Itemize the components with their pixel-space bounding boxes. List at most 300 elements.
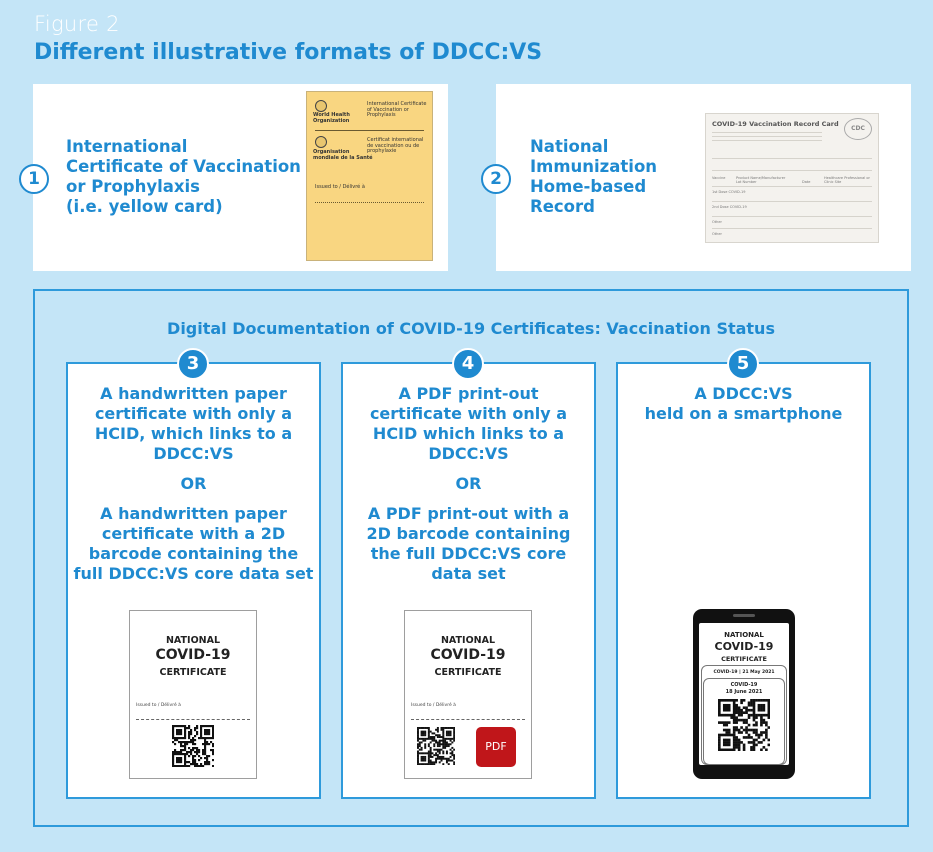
qr-module <box>725 749 728 751</box>
qr-module <box>720 721 723 724</box>
qr-module <box>733 741 736 744</box>
qr-module <box>718 741 721 744</box>
qr-module <box>755 724 758 727</box>
qr-module <box>728 734 731 737</box>
qr-module <box>450 732 452 734</box>
qr-module <box>176 759 178 761</box>
qr-module <box>723 749 726 751</box>
qr-module <box>196 753 198 755</box>
qr-module <box>194 751 196 753</box>
qr-module <box>745 706 748 709</box>
qr-module <box>743 744 746 747</box>
qr-module <box>210 725 212 727</box>
qr-module <box>439 743 441 745</box>
qr-module <box>750 736 753 739</box>
phone-speaker <box>733 614 755 617</box>
phone-entry-2-date: 18 June 2021 <box>725 689 763 695</box>
qr-module <box>453 734 455 736</box>
qr-module <box>437 731 439 733</box>
qr-module <box>194 727 196 729</box>
doc-line-3: CERTIFICATE <box>434 667 502 678</box>
qr-module <box>192 763 194 765</box>
qr-module <box>172 725 174 727</box>
qr-module <box>755 729 758 732</box>
qr-module <box>738 709 741 712</box>
qr-module <box>451 751 453 753</box>
qr-module <box>725 709 728 712</box>
qr-module <box>206 741 208 743</box>
who-emblem-icon <box>315 136 327 148</box>
qr-module <box>188 727 190 729</box>
qr-module <box>210 741 212 743</box>
qr-module <box>442 743 444 745</box>
qr-module <box>430 749 432 751</box>
qr-module <box>417 727 419 729</box>
qr-module <box>428 731 430 733</box>
qr-module <box>178 757 180 759</box>
qr-module <box>204 737 206 739</box>
qr-module <box>718 711 721 714</box>
qr-module <box>433 754 435 756</box>
qr-code-icon <box>718 699 770 751</box>
qr-module <box>178 733 180 735</box>
qr-module <box>453 763 455 765</box>
qr-module <box>750 729 753 732</box>
record-col-site: Healthcare Professional or Clinic Site <box>824 176 870 184</box>
qr-module <box>768 711 770 714</box>
qr-module <box>720 749 723 751</box>
qr-module <box>735 741 738 744</box>
qr-module <box>718 704 721 707</box>
qr-module <box>210 737 212 739</box>
qr-module <box>431 763 433 765</box>
qr-module <box>200 735 202 737</box>
qr-module <box>437 754 439 756</box>
qr-module <box>184 749 186 751</box>
qr-module <box>208 731 210 733</box>
qr-module <box>212 733 214 735</box>
qr-module <box>760 714 763 717</box>
qr-module <box>192 747 194 749</box>
qr-module <box>733 721 736 724</box>
qr-module <box>178 741 180 743</box>
qr-module <box>768 744 770 747</box>
qr-module <box>424 763 426 765</box>
qr-module <box>760 731 763 734</box>
qr-module <box>202 743 204 745</box>
qr-module <box>763 706 766 709</box>
qr-module <box>450 760 452 762</box>
qr-module <box>204 751 206 753</box>
qr-module <box>428 738 430 740</box>
qr-module <box>735 699 738 702</box>
qr-module <box>428 752 430 754</box>
qr-module <box>428 751 430 753</box>
qr-module <box>753 699 756 702</box>
qr-module <box>182 737 184 739</box>
qr-module <box>763 739 766 742</box>
qr-module <box>733 734 736 737</box>
handwritten-certificate-image <box>129 610 257 779</box>
record-col-vaccine: Vaccine <box>712 176 726 180</box>
column-3-line: A handwritten paper <box>100 384 287 403</box>
card-2-line: Home-based <box>530 177 647 196</box>
qr-module <box>735 711 738 714</box>
qr-module <box>718 701 721 704</box>
qr-module <box>442 741 444 743</box>
qr-module <box>424 731 426 733</box>
qr-module <box>735 704 738 707</box>
qr-module <box>453 740 455 742</box>
qr-module <box>435 754 437 756</box>
qr-module <box>196 765 198 767</box>
column-4-line: 2D barcode containing <box>366 524 571 543</box>
qr-module <box>437 749 439 751</box>
qr-module <box>421 760 423 762</box>
qr-module <box>172 731 174 733</box>
qr-module <box>437 734 439 736</box>
qr-module <box>451 738 453 740</box>
qr-module <box>745 719 748 722</box>
figure-label: Figure 2 <box>34 12 120 36</box>
qr-module <box>184 729 186 731</box>
qr-module <box>182 741 184 743</box>
qr-module <box>750 749 753 751</box>
phone-screen <box>699 623 789 765</box>
qr-module <box>212 751 214 753</box>
qr-module <box>735 709 738 712</box>
cert-en-line: of Vaccination or <box>367 106 409 113</box>
qr-module <box>439 741 441 743</box>
qr-module <box>194 729 196 731</box>
qr-module <box>442 731 444 733</box>
column-3-line: barcode containing the <box>88 544 299 563</box>
qr-module <box>765 731 768 734</box>
qr-module <box>188 735 190 737</box>
qr-module <box>733 699 736 702</box>
qr-module <box>212 729 214 731</box>
qr-module <box>743 706 746 709</box>
qr-module <box>188 751 190 753</box>
qr-module <box>212 725 214 727</box>
qr-module <box>212 749 214 751</box>
qr-module <box>450 756 452 758</box>
cert-fr-line: Certificat international <box>367 137 424 143</box>
qr-module <box>190 763 192 765</box>
qr-module <box>176 733 178 735</box>
qr-module <box>765 749 768 751</box>
qr-module <box>768 704 770 707</box>
qr-module <box>442 756 444 758</box>
qr-module <box>723 699 726 702</box>
qr-module <box>450 738 452 740</box>
qr-module <box>435 758 437 760</box>
cert-en-line: International Certificate <box>367 101 427 107</box>
qr-module <box>202 749 204 751</box>
phone-line-1: NATIONAL <box>724 631 764 639</box>
qr-module <box>758 706 761 709</box>
qr-module <box>206 755 208 757</box>
card-2-line: National <box>530 137 609 156</box>
qr-module <box>743 736 746 739</box>
qr-module <box>768 701 770 704</box>
qr-module <box>446 727 448 729</box>
qr-code-icon <box>172 725 214 767</box>
qr-module <box>200 727 202 729</box>
qr-module <box>188 731 190 733</box>
card-2-line: Record <box>530 197 595 216</box>
qr-module <box>417 740 419 742</box>
qr-module <box>435 760 437 762</box>
qr-module <box>186 765 188 767</box>
qr-module <box>441 758 443 760</box>
qr-module <box>760 721 763 724</box>
qr-module <box>419 745 421 747</box>
qr-module <box>422 763 424 765</box>
qr-module <box>208 729 210 731</box>
qr-module <box>196 749 198 751</box>
qr-module <box>424 738 426 740</box>
qr-module <box>442 738 444 740</box>
qr-module <box>208 761 210 763</box>
qr-module <box>184 755 186 757</box>
qr-module <box>206 731 208 733</box>
qr-module <box>204 733 206 735</box>
qr-module <box>174 751 176 753</box>
qr-module <box>439 745 441 747</box>
qr-module <box>748 729 751 732</box>
qr-module <box>453 749 455 751</box>
qr-module <box>750 704 753 707</box>
qr-module <box>172 751 174 753</box>
qr-module <box>725 739 728 742</box>
qr-module <box>178 725 180 727</box>
figure-title: Different illustrative formats of DDCC:VS <box>34 40 543 65</box>
qr-module <box>204 747 206 749</box>
qr-module <box>439 756 441 758</box>
qr-module <box>190 729 192 731</box>
qr-module <box>208 755 210 757</box>
qr-module <box>206 761 208 763</box>
qr-module <box>437 736 439 738</box>
qr-module <box>428 758 430 760</box>
record-row-label: 2nd Dose COVID-19 <box>712 205 747 209</box>
qr-module <box>172 763 174 765</box>
qr-module <box>446 751 448 753</box>
card-2-text <box>530 137 657 217</box>
qr-module <box>753 741 756 744</box>
qr-module <box>417 747 419 749</box>
qr-module <box>184 735 186 737</box>
qr-module <box>718 706 721 709</box>
qr-module <box>728 739 731 742</box>
qr-module <box>745 726 748 729</box>
qr-module <box>176 757 178 759</box>
qr-module <box>190 731 192 733</box>
qr-module <box>190 739 192 741</box>
cdc-logo: CDC <box>844 118 872 140</box>
qr-module <box>723 741 726 744</box>
qr-module <box>200 725 202 727</box>
qr-module <box>417 743 419 745</box>
qr-module <box>178 737 180 739</box>
qr-module <box>768 706 770 709</box>
qr-module <box>748 716 751 719</box>
qr-module <box>760 741 763 744</box>
qr-module <box>728 741 731 744</box>
qr-module <box>760 709 763 712</box>
qr-module <box>743 719 746 722</box>
qr-module <box>735 736 738 739</box>
qr-module <box>212 765 214 767</box>
qr-module <box>453 727 455 729</box>
card-1-line: Certificate of Vaccination <box>66 157 301 176</box>
qr-module <box>720 699 723 702</box>
qr-module <box>204 761 206 763</box>
qr-module <box>186 727 188 729</box>
qr-module <box>768 716 770 719</box>
qr-module <box>451 747 453 749</box>
qr-module <box>176 737 178 739</box>
qr-module <box>738 731 741 734</box>
qr-module <box>442 732 444 734</box>
qr-module <box>202 753 204 755</box>
card-1-line: International <box>66 137 188 156</box>
qr-module <box>444 741 446 743</box>
qr-module <box>750 709 753 712</box>
qr-module <box>745 709 748 712</box>
qr-module <box>755 716 758 719</box>
qr-module <box>184 733 186 735</box>
qr-module <box>446 761 448 763</box>
cert-en-line: Prophylaxis <box>367 112 396 118</box>
qr-module <box>723 729 726 732</box>
qr-module <box>172 761 174 763</box>
qr-module <box>738 744 741 747</box>
qr-module <box>184 753 186 755</box>
qr-module <box>453 758 455 760</box>
qr-module <box>426 727 428 729</box>
qr-module <box>428 729 430 731</box>
qr-module <box>174 765 176 767</box>
qr-module <box>178 751 180 753</box>
qr-module <box>196 747 198 749</box>
qr-module <box>453 736 455 738</box>
qr-module <box>424 734 426 736</box>
qr-module <box>753 744 756 747</box>
qr-module <box>439 751 441 753</box>
qr-module <box>448 745 450 747</box>
qr-module <box>442 747 444 749</box>
qr-module <box>204 753 206 755</box>
qr-module <box>419 727 421 729</box>
qr-module <box>451 727 453 729</box>
qr-module <box>184 745 186 747</box>
qr-module <box>204 739 206 741</box>
qr-module <box>728 729 731 732</box>
qr-module <box>733 704 736 707</box>
qr-module <box>755 731 758 734</box>
qr-module <box>758 714 761 717</box>
column-5-text <box>616 384 871 424</box>
qr-module <box>430 760 432 762</box>
qr-module <box>437 745 439 747</box>
qr-module <box>740 701 743 704</box>
qr-module <box>178 729 180 731</box>
qr-module <box>753 711 756 714</box>
qr-module <box>435 741 437 743</box>
qr-module <box>753 719 756 722</box>
qr-module <box>431 732 433 734</box>
qr-module <box>204 731 206 733</box>
qr-module <box>453 756 455 758</box>
qr-module <box>172 755 174 757</box>
qr-module <box>718 721 721 724</box>
qr-module <box>750 741 753 744</box>
qr-module <box>758 741 761 744</box>
qr-module <box>733 711 736 714</box>
qr-module <box>180 725 182 727</box>
qr-module <box>753 731 756 734</box>
qr-module <box>740 719 743 722</box>
column-3-line: certificate with a 2D <box>101 524 286 543</box>
qr-module <box>180 733 182 735</box>
qr-module <box>206 737 208 739</box>
qr-module <box>174 737 176 739</box>
qr-module <box>206 757 208 759</box>
qr-module <box>733 729 736 732</box>
qr-module <box>448 731 450 733</box>
qr-module <box>439 752 441 754</box>
qr-module <box>442 729 444 731</box>
qr-module <box>192 761 194 763</box>
qr-module <box>194 735 196 737</box>
qr-module <box>190 751 192 753</box>
qr-module <box>180 731 182 733</box>
column-5-line: held on a smartphone <box>644 404 843 423</box>
record-card-title: COVID-19 Vaccination Record Card <box>712 120 839 128</box>
qr-module <box>733 706 736 709</box>
qr-module <box>738 739 741 742</box>
qr-module <box>763 704 766 707</box>
qr-module <box>728 699 731 702</box>
qr-module <box>172 737 174 739</box>
qr-module <box>740 741 743 744</box>
qr-module <box>728 709 731 712</box>
qr-module <box>446 752 448 754</box>
issued-to-label: Issued to / Délivré à <box>411 703 456 708</box>
qr-module <box>743 746 746 749</box>
column-4-line: data set <box>431 564 506 583</box>
qr-module <box>176 729 178 731</box>
qr-module <box>198 751 200 753</box>
record-row-label: Other <box>712 232 722 236</box>
qr-module <box>424 758 426 760</box>
qr-module <box>441 756 443 758</box>
qr-module <box>718 714 721 717</box>
qr-module <box>755 714 758 717</box>
qr-module <box>172 765 174 767</box>
qr-module <box>430 751 432 753</box>
qr-module <box>424 727 426 729</box>
qr-module <box>178 759 180 761</box>
card-1-line: (i.e. yellow card) <box>66 197 223 216</box>
qr-module <box>743 711 746 714</box>
qr-module <box>422 734 424 736</box>
qr-module <box>441 740 443 742</box>
qr-module <box>204 757 206 759</box>
qr-module <box>172 757 174 759</box>
